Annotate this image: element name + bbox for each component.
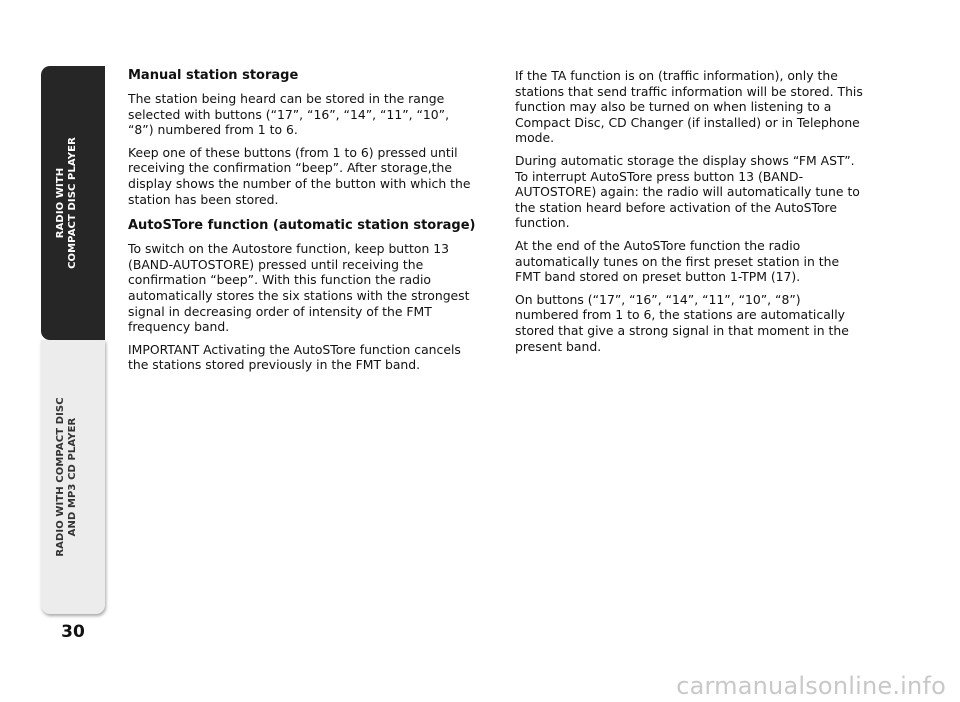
- watermark: carmanualsonline.info: [676, 672, 946, 700]
- right-column: [515, 68, 865, 361]
- tab-label-line1: RADIO WITH COMPACT DISC: [55, 397, 66, 557]
- paragraph: At the end of the AutoSTore function the radio automatically tunes on the first preset station in the FMT band stored on preset button 1-TPM (17).: [515, 237, 840, 285]
- paragraph: IMPORTANT Activating the AutoSTore function cancels the stations stored previously in the FMT band.: [128, 341, 461, 373]
- paragraph: Keep one of these buttons (from 1 to 6) pressed until receiving the confirmation “beep”. After storage,the display shows the number of the button with which the station has been stored.: [128, 144, 471, 207]
- paragraph: To switch on the Autostore function, keep button 13 (BAND-AUTOSTORE) pressed until receiving the confirmation “beep”. With this function the radio automatically stores the six stations with the strongest signal in decreasing order of intensity of the FMT frequency band.: [128, 241, 470, 335]
- section-tab-radio-mp3[interactable]: [41, 340, 105, 614]
- section-tab-radio-cd-label: [41, 66, 105, 340]
- paragraph: If the TA function is on (traffic information), only the stations that send traffic information will be stored. This function may also be turned on when listening to a Compact Disc, CD Changer (if installed) or in Telephone mode.: [515, 68, 863, 146]
- paragraph: During automatic storage the display shows “FM AST”. To interrupt AutoSTore press button 13 (BAND-AUTOSTORE) again: the radio will automatically tune to the station heard before activation of the AutoSTore function.: [515, 152, 860, 231]
- tab-label-line2: AND MP3 CD PLAYER: [67, 417, 78, 537]
- section-tab-radio-cd[interactable]: [41, 66, 105, 340]
- left-column: [128, 68, 478, 380]
- heading-autostore-function: AutoSTore function (automatic station storage): [128, 218, 476, 234]
- paragraph: On buttons (“17”, “16”, “14”, “11”, “10”, “8”) numbered from 1 to 6, the stations are automatically stored that give a strong signal in that moment in the present band.: [515, 291, 849, 354]
- heading-manual-station-storage: Manual station storage: [128, 68, 299, 83]
- section-tab-radio-mp3-label: [41, 340, 105, 614]
- tab-label-line2: COMPACT DISC PLAYER: [67, 137, 78, 269]
- page-number: 30: [61, 622, 85, 642]
- tab-label-line1: RADIO WITH: [55, 167, 66, 239]
- paragraph: The station being heard can be stored in the range selected with buttons (“17”, “16”, “14”, “11”, “10”, “8”) numbered from 1 to 6.: [128, 91, 450, 138]
